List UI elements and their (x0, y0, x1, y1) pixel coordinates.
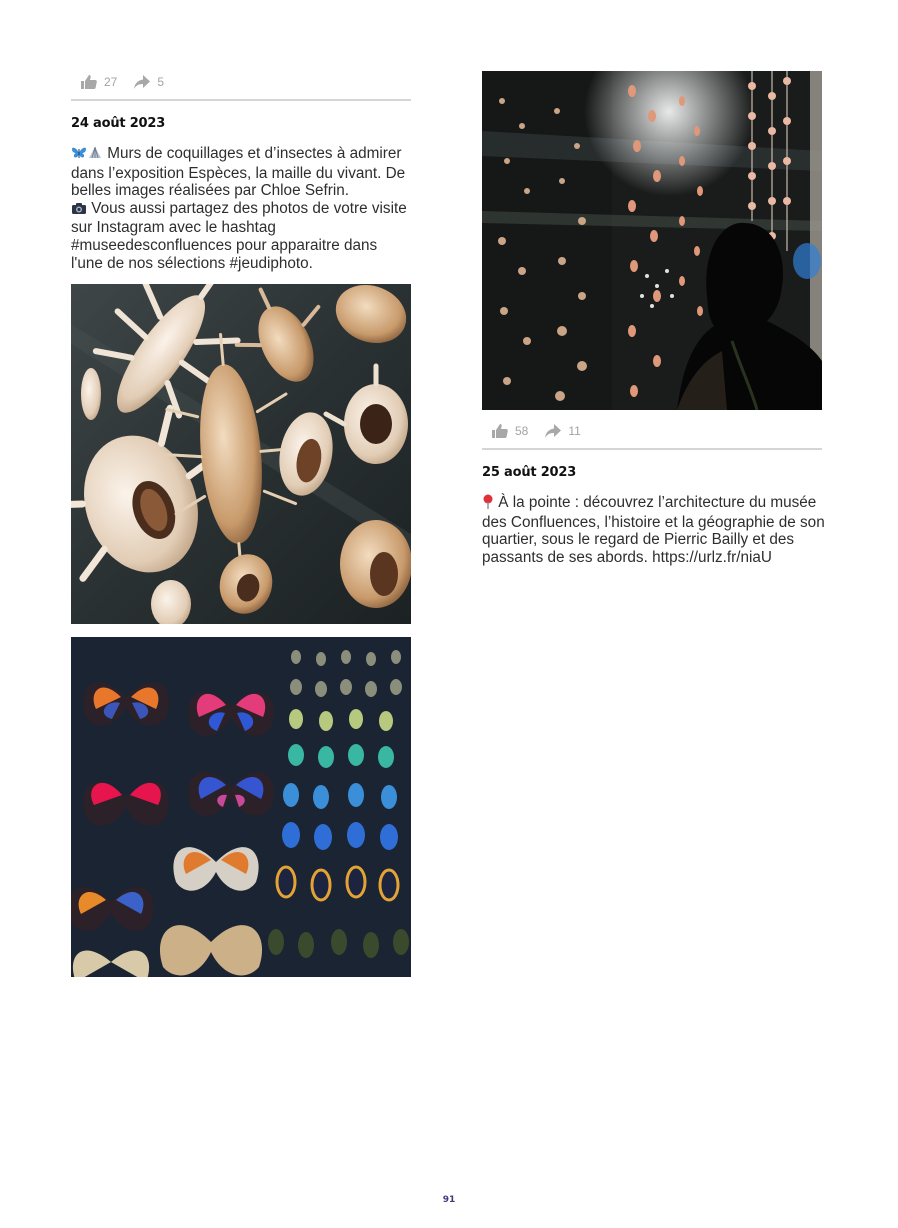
post-stats (491, 420, 597, 442)
divider (482, 448, 822, 450)
thumbs-up-icon[interactable] (491, 423, 509, 439)
thumbs-up-icon[interactable] (80, 74, 98, 90)
post-text-paragraph-2: Vous aussi partagez des photos de votre visite sur Instagram avec le hashtag #museedesconfluences pour apparaitre dans l'une de nos sélections #jeudiphoto. (71, 199, 407, 272)
camera-icon (71, 202, 87, 220)
like-count: 27 (104, 75, 118, 89)
post-text (71, 145, 411, 272)
share-count: 5 (157, 75, 165, 89)
post-text (482, 494, 827, 566)
photo-butterflies[interactable] (71, 637, 411, 977)
post-text-paragraph-1: À la pointe : découvrez l’architecture du musée des Confluences, l’histoire et la géographie de son quartier, sous le regard de Pierric Bailly et des passants de ses abords. https://urlz.fr/niaU (482, 494, 825, 566)
butterfly-icon (71, 146, 87, 165)
share-icon[interactable] (544, 423, 562, 439)
shell-icon (87, 146, 103, 165)
pin-icon (482, 494, 494, 514)
photo-display-case[interactable] (482, 71, 822, 410)
photo-shells[interactable] (71, 284, 411, 624)
post-date: 25 août 2023 (482, 465, 577, 480)
divider (71, 99, 411, 101)
post-date: 24 août 2023 (71, 116, 166, 131)
like-count: 58 (515, 424, 529, 438)
share-count: 11 (568, 424, 581, 438)
post-stats (80, 71, 180, 93)
share-icon[interactable] (133, 74, 151, 90)
page-number: 91 (442, 1195, 456, 1205)
post-text-paragraph-1: Murs de coquillages et d’insectes à admirer dans l’exposition Espèces, la maille du vivant. De belles images réalisées par Chloe Sefrin. (71, 145, 406, 200)
